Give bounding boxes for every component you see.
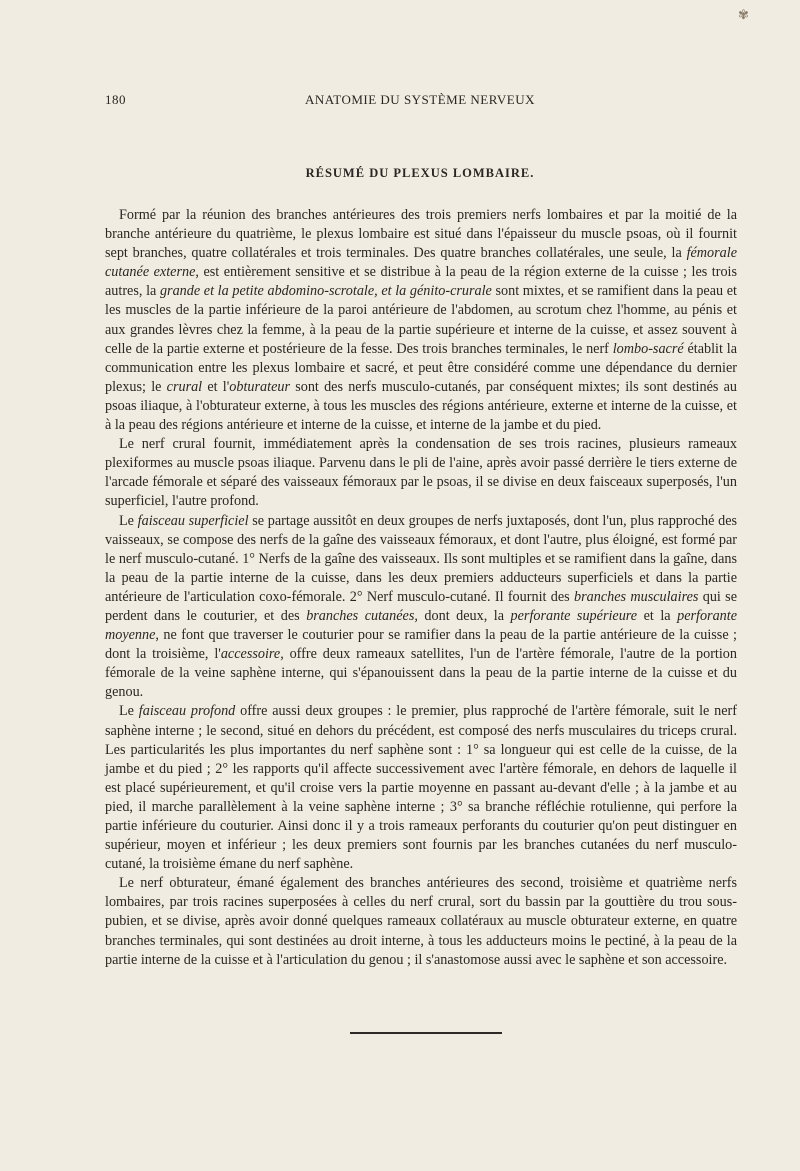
text-run: Le (119, 512, 138, 529)
italic-term: obturateur (229, 378, 290, 395)
italic-term: branches cutanées, (306, 607, 418, 624)
italic-term: fémorale cutanée externe (105, 245, 737, 281)
text-run: Formé par la réunion des branches antérieures des trois premiers nerfs lombaires et par la moitié de la branche antérieure du quatrième, le plexus lombaire est situé dans l'épaisseur du muscle psoas, où il fournit sept branches, quatre collatérales et trois terminales. Des quatre branches collatérales, une seule, la (105, 207, 737, 262)
text-run: sont mixtes, et se ramifient dans la peau et les muscles de la partie inférieure de la paroi antérieure de l'abdomen, au scrotum chez l'homme, au pénis et aux grandes lèvres chez la femme, à la peau de la partie supérieure et interne de la cuisse, et assez souvent à celle de la partie externe et postérieure de la fesse. Des trois branches terminales, le nerf (105, 283, 737, 357)
paragraph (105, 206, 737, 435)
text-run: offre aussi deux groupes : le premier, plus rapproché de l'artère fémorale, suit le nerf saphène interne ; le second, situé en dehors du précédent, est composé des nerfs musculaires du triceps crural. Les particularités les plus importantes du nerf saphène sont : 1° sa longueur qui est celle de la cuisse, de la jambe et du pied ; 2° les rapports qu'il affecte successivement avec l'artère fémorale, en dehors de laquelle il est placé supérieurement, et qu'il croise vers la partie moyenne en passant au-devant d'elle ; à la jambe et au pied, il marche parallèlement à la veine saphène interne ; 3° sa branche réfléchie rotulienne, qui perfore la partie inférieure du couturier. Ainsi donc il y a trois rameaux perforants du couturier qu'on peut distinguer en supérieur, moyen et inférieur ; les deux premiers sont fournis par les branches cutanées du nerf musculo-cutané, la troisième émane du nerf saphène. (105, 703, 737, 873)
italic-term: accessoire (220, 646, 281, 663)
paragraph (105, 512, 737, 703)
text-run: Le nerf obturateur, émané également des branches antérieures des second, troisième et quatrième nerfs lombaires, par trois racines superposées à celles du nerf crural, sort du bassin par la gouttière du trou sous-pubien, et se divise, après avoir donné quelques rameaux collatéraux au muscle obturateur externe, en quatre branches terminales, qui sont destinées au droit interne, à tous les adducteurs moins le pectiné, à la peau de la partie interne de la cuisse et à l'articulation du genou ; il s'anastomose aussi avec le saphène et son accessoire. (105, 875, 737, 968)
body-text (105, 206, 737, 970)
text-run: dont deux, la (417, 607, 511, 624)
text-run: sont des nerfs musculo-cutanés, par conséquent mixtes; ils sont destinés au psoas iliaque, à l'obturateur externe, à tous les muscles des régions antérieure, externe et interne de la cuisse, et à la peau des régions antérieure et interne de la cuisse, et interne de la jambe et du pied. (105, 378, 737, 434)
page-header (105, 92, 735, 112)
text-run: , ne font que traverser le couturier pour se ramifier dans la peau de la partie antérieure de la cuisse ; dont la troisième, l' (105, 627, 737, 663)
paragraph (105, 435, 737, 511)
text-run: Le (119, 703, 139, 720)
page-number: 180 (105, 92, 126, 107)
text-run: se partage aussitôt en deux groupes de nerfs juxtaposés, dont l'un, plus rapproché des vaisseaux, se compose des nerfs de la gaîne des vaisseaux fémoraux, et dont l'autre, plus éloigné, est formé par le nerf musculo-cutané. 1° Nerfs de la gaîne des vaisseaux. Ils sont multiples et se ramifient dans la gaîne, dans la peau de la partie interne de la cuisse, dans les deux premiers adducteurs superficiels et dans la partie antérieure de l'articulation coxo-fémorale. 2° Nerf musculo-cutané. Il fournit des (105, 512, 738, 605)
library-stamp-mark: ✾ (738, 7, 749, 22)
running-title: ANATOMIE DU SYSTÈME NERVEUX (305, 92, 535, 107)
italic-term: faisceau superficiel (137, 512, 249, 529)
italic-term: branches musculaires (574, 588, 699, 605)
italic-term: crural (166, 378, 203, 395)
text-run: , est entièrement sensitive et se distribue à la peau de la région externe de la cuisse ; les trois autres, la (105, 264, 738, 300)
section-title: RÉSUMÉ DU PLEXUS LOMBAIRE. (305, 166, 535, 180)
text-run: qui se perdent dans le couturier, et des (105, 588, 737, 624)
italic-term: faisceau profond (138, 703, 236, 720)
italic-term: lombo-sacré (612, 340, 684, 357)
text-run: et la (637, 607, 678, 624)
end-rule (350, 1032, 502, 1034)
text-run: Le nerf crural fournit, immédiatement après la condensation de ses trois racines, plusieurs rameaux plexiformes au muscle psoas iliaque. Parvenu dans le pli de l'aine, après avoir passé derrière le tiers externe de l'arcade fémorale et séparé des vaisseaux fémoraux par le psoas, il se divise en deux faisceaux superposés, l'un superficiel, l'autre profond. (105, 436, 737, 510)
paragraph (105, 702, 737, 874)
italic-term: perforante moyenne (105, 607, 738, 644)
italic-term: perforante supérieure (510, 607, 638, 624)
text-run: , offre deux rameaux satellites, l'un de l'artère fémorale, l'autre de la portion fémorale de la veine saphène interne, qui s'épanouissent dans la peau de la partie interne de la cuisse et du genou. (105, 646, 737, 701)
italic-term: grande et la petite abdomino-scrotale, et la génito-crurale (159, 283, 492, 300)
paragraph (105, 874, 737, 969)
text-run: établit la communication entre les plexus lombaire et sacré, et peut être considéré comme une dépendance du dernier plexus; le (105, 340, 737, 395)
text-run: et l' (202, 378, 230, 395)
